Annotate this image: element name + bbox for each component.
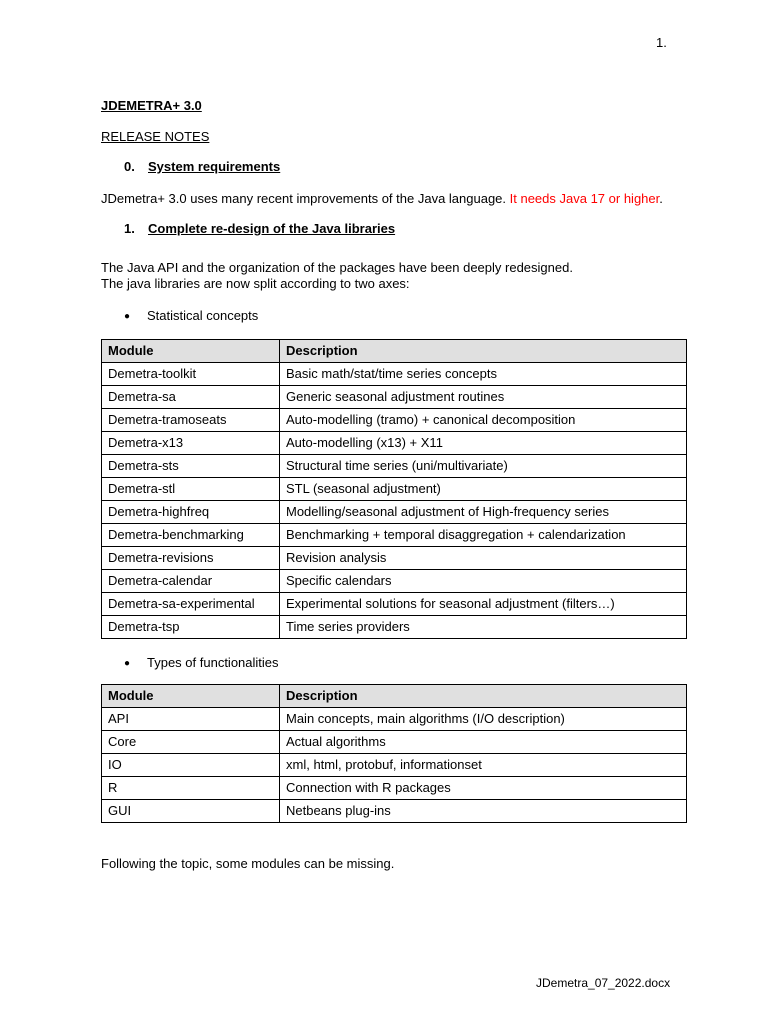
description-cell: Experimental solutions for seasonal adjustment (filters…)	[280, 593, 687, 616]
description-cell: Auto-modelling (x13) + X11	[280, 432, 687, 455]
table-row	[102, 777, 687, 800]
column-header: Description	[280, 340, 687, 363]
column-header: Module	[102, 340, 280, 363]
table-row	[102, 478, 687, 501]
table-row	[102, 363, 687, 386]
module-cell: IO	[102, 754, 280, 777]
description-cell: Revision analysis	[280, 547, 687, 570]
module-cell: Demetra-tramoseats	[102, 409, 280, 432]
table-row	[102, 708, 687, 731]
description-cell: Basic math/stat/time series concepts	[280, 363, 687, 386]
table-row	[102, 616, 687, 639]
table-row	[102, 547, 687, 570]
description-cell: Connection with R packages	[280, 777, 687, 800]
table-row	[102, 432, 687, 455]
module-cell: GUI	[102, 800, 280, 823]
bullet-icon: ●	[124, 658, 131, 669]
requirements-paragraph	[101, 191, 663, 206]
column-header: Description	[280, 685, 687, 708]
requirements-highlight: It needs Java 17 or higher	[509, 191, 660, 206]
functionalities-table	[101, 684, 687, 823]
module-cell: Core	[102, 731, 280, 754]
column-header: Module	[102, 685, 280, 708]
module-cell: Demetra-tsp	[102, 616, 280, 639]
section-heading-system-requirements	[124, 159, 280, 174]
document-subtitle: RELEASE NOTES	[101, 129, 210, 144]
table-row	[102, 501, 687, 524]
bullet-text: Statistical concepts	[147, 308, 259, 323]
module-cell: Demetra-calendar	[102, 570, 280, 593]
module-cell: Demetra-benchmarking	[102, 524, 280, 547]
table-row	[102, 524, 687, 547]
description-cell: STL (seasonal adjustment)	[280, 478, 687, 501]
bullet-statistical-concepts	[124, 308, 258, 323]
description-cell: Netbeans plug-ins	[280, 800, 687, 823]
module-cell: Demetra-sts	[102, 455, 280, 478]
module-cell: Demetra-stl	[102, 478, 280, 501]
requirements-end: .	[659, 191, 663, 206]
table-row	[102, 593, 687, 616]
table-row	[102, 409, 687, 432]
description-cell: Modelling/seasonal adjustment of High-frequency series	[280, 501, 687, 524]
closing-paragraph: Following the topic, some modules can be missing.	[101, 856, 395, 871]
table-header-row	[102, 340, 687, 363]
intro-line: The Java API and the organization of the packages have been deeply redesigned.	[101, 260, 573, 275]
description-cell: xml, html, protobuf, informationset	[280, 754, 687, 777]
table-row	[102, 754, 687, 777]
intro-paragraph	[101, 260, 573, 292]
description-cell: Benchmarking + temporal disaggregation + calendarization	[280, 524, 687, 547]
bullet-types-of-functionalities	[124, 655, 279, 670]
description-cell: Structural time series (uni/multivariate)	[280, 455, 687, 478]
module-cell: Demetra-x13	[102, 432, 280, 455]
bullet-text: Types of functionalities	[147, 655, 279, 670]
module-cell: API	[102, 708, 280, 731]
page-number: 1.	[656, 35, 667, 50]
document-title: JDEMETRA+ 3.0	[101, 98, 202, 113]
table-row	[102, 455, 687, 478]
module-cell: Demetra-revisions	[102, 547, 280, 570]
table-header-row	[102, 685, 687, 708]
table-row	[102, 570, 687, 593]
intro-line: The java libraries are now split according to two axes:	[101, 276, 410, 291]
module-cell: R	[102, 777, 280, 800]
module-cell: Demetra-highfreq	[102, 501, 280, 524]
description-cell: Main concepts, main algorithms (I/O description)	[280, 708, 687, 731]
section-number: 1.	[124, 221, 135, 236]
description-cell: Auto-modelling (tramo) + canonical decomposition	[280, 409, 687, 432]
table-row	[102, 800, 687, 823]
description-cell: Specific calendars	[280, 570, 687, 593]
table-row	[102, 731, 687, 754]
description-cell: Actual algorithms	[280, 731, 687, 754]
module-cell: Demetra-sa-experimental	[102, 593, 280, 616]
module-cell: Demetra-sa	[102, 386, 280, 409]
section-title: Complete re-design of the Java libraries	[148, 221, 396, 236]
requirements-text: JDemetra+ 3.0 uses many recent improvements of the Java language.	[101, 191, 510, 206]
section-title: System requirements	[148, 159, 281, 174]
bullet-icon: ●	[124, 311, 131, 322]
file-name: JDemetra_07_2022.docx	[536, 976, 671, 990]
description-cell: Time series providers	[280, 616, 687, 639]
table-row	[102, 386, 687, 409]
description-cell: Generic seasonal adjustment routines	[280, 386, 687, 409]
section-number: 0.	[124, 159, 135, 174]
module-cell: Demetra-toolkit	[102, 363, 280, 386]
section-heading-java-libraries	[124, 221, 395, 236]
statistical-concepts-table	[101, 339, 687, 639]
